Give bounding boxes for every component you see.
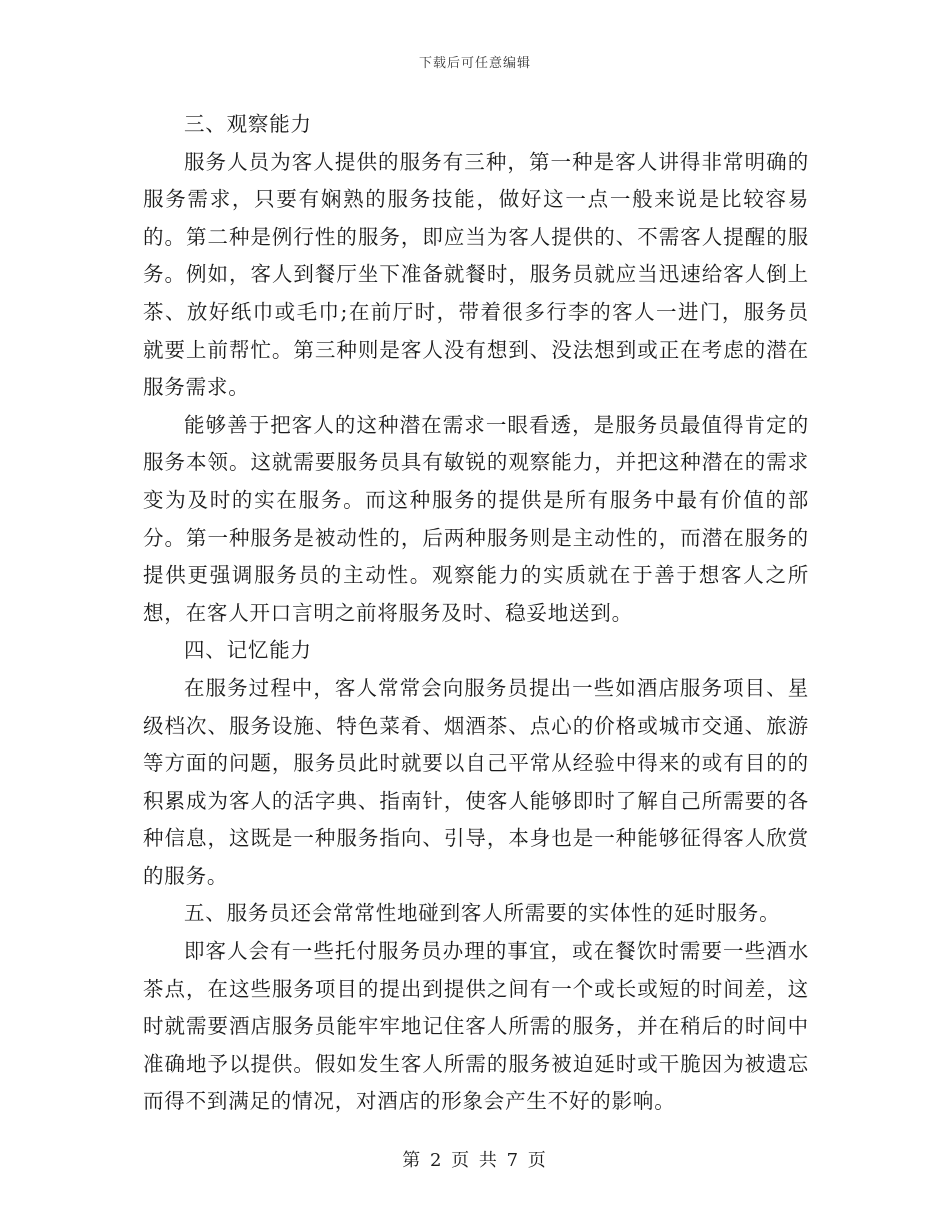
section-heading-observation: 三、观察能力 [184, 112, 312, 136]
paragraph-memory-skill: 在服务过程中，客人常常会向服务员提出一些如酒店服务项目、星级档次、服务设施、特色菜肴、烟酒茶、点心的价格或城市交通、旅游等方面的问题，服务员此时就要以自己平常从经验中得来的或有目的的积累成为客人的活字典、指南针，使客人能够即时了解自己所需要的各种信息，这既是一种服务指向、引导，本身也是一种能够征得客人欣赏的服务。 [143, 675, 809, 888]
section-heading-delayed-service: 五、服务员还会常常性地碰到客人所需要的实体性的延时服务。 [184, 901, 781, 926]
paragraph-service-types: 服务人员为客人提供的服务有三种，第一种是客人讲得非常明确的服务需求，只要有娴熟的服务技能，做好这一点一般来说是比较容易的。第二种是例行性的服务，即应当为客人提供的、不需客人提醒的服务。例如，客人到餐厅坐下准备就餐时，服务员就应当迅速给客人倒上茶、放好纸巾或毛巾;在前厅时，带着很多行李的客人一进门，服务员就要上前帮忙。第三种则是客人没有想到、没法想到或正在考虑的潜在服务需求。 [143, 149, 809, 400]
paragraph-delayed-service: 即客人会有一些托付服务员办理的事宜，或在餐饮时需要一些酒水茶点，在这些服务项目的提出到提供之间有一个或长或短的时间差，这时就需要酒店服务员能牢牢地记住客人所需的服务，并在稍后的时间中准确地予以提供。假如发生客人所需的服务被迫延时或干脆因为被遗忘而得不到满足的情况，对酒店的形象会产生不好的影响。 [143, 939, 809, 1114]
paragraph-observation-skill: 能够善于把客人的这种潜在需求一眼看透，是服务员最值得肯定的服务本领。这就需要服务员具有敏锐的观察能力，并把这种潜在的需求变为及时的实在服务。而这种服务的提供是所有服务中最有价值的部分。第一种服务是被动性的，后两种服务则是主动性的，而潜在服务的提供更强调服务员的主动性。观察能力的实质就在于善于想客人之所想，在客人开口言明之前将服务及时、稳妥地送到。 [143, 412, 809, 625]
document-body [143, 106, 809, 1121]
page-header: 下载后可任意编辑 [418, 56, 531, 71]
section-heading-memory: 四、记忆能力 [184, 638, 312, 663]
page-number-footer: 第 2 页 共 7 页 [402, 1150, 548, 1171]
